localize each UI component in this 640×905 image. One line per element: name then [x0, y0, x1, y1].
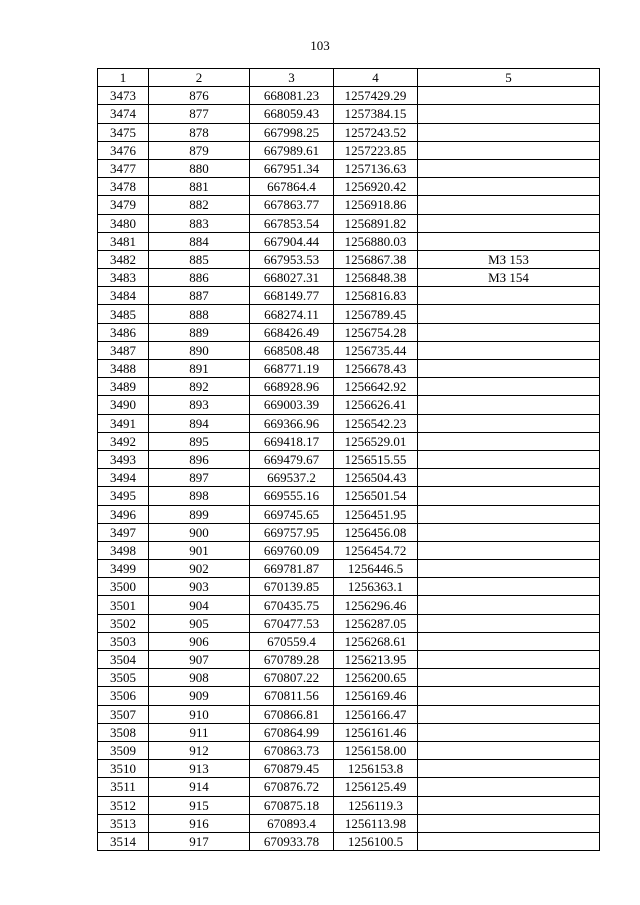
table-row — [98, 778, 600, 796]
table-row — [98, 469, 600, 487]
row-number-cell: 3510 — [98, 760, 149, 778]
table-row — [98, 414, 600, 432]
row-number-cell: 3502 — [98, 614, 149, 632]
table-row — [98, 87, 600, 105]
table-row — [98, 541, 600, 559]
table-row — [98, 341, 600, 359]
y-coordinate-cell: 1256816.83 — [334, 287, 418, 305]
x-coordinate-cell: 667853.54 — [250, 214, 334, 232]
y-coordinate-cell: 1256504.43 — [334, 469, 418, 487]
y-coordinate-cell: 1256161.46 — [334, 723, 418, 741]
row-number-cell: 3504 — [98, 651, 149, 669]
point-number-cell: 915 — [149, 796, 250, 814]
row-number-cell: 3492 — [98, 432, 149, 450]
note-cell — [418, 469, 600, 487]
x-coordinate-cell: 670893.4 — [250, 814, 334, 832]
y-coordinate-cell: 1256789.45 — [334, 305, 418, 323]
note-cell — [418, 341, 600, 359]
row-number-cell: 3508 — [98, 723, 149, 741]
note-cell — [418, 687, 600, 705]
point-number-cell: 877 — [149, 105, 250, 123]
y-coordinate-cell: 1256515.55 — [334, 450, 418, 468]
y-coordinate-cell: 1256891.82 — [334, 214, 418, 232]
table-row — [98, 651, 600, 669]
table-row — [98, 214, 600, 232]
table-row — [98, 796, 600, 814]
note-cell: МЗ 153 — [418, 250, 600, 268]
y-coordinate-cell: 1256735.44 — [334, 341, 418, 359]
x-coordinate-cell: 668081.23 — [250, 87, 334, 105]
x-coordinate-cell: 669479.67 — [250, 450, 334, 468]
point-number-cell: 916 — [149, 814, 250, 832]
y-coordinate-cell: 1256169.46 — [334, 687, 418, 705]
y-coordinate-cell: 1256363.1 — [334, 578, 418, 596]
point-number-cell: 907 — [149, 651, 250, 669]
table-row — [98, 105, 600, 123]
point-number-cell: 890 — [149, 341, 250, 359]
point-number-cell: 902 — [149, 560, 250, 578]
x-coordinate-cell: 668426.49 — [250, 323, 334, 341]
y-coordinate-cell: 1256754.28 — [334, 323, 418, 341]
note-cell — [418, 560, 600, 578]
table-row — [98, 287, 600, 305]
note-cell: МЗ 154 — [418, 269, 600, 287]
note-cell — [418, 632, 600, 650]
row-number-cell: 3476 — [98, 141, 149, 159]
y-coordinate-cell: 1256119.3 — [334, 796, 418, 814]
y-coordinate-cell: 1256125.49 — [334, 778, 418, 796]
point-number-cell: 914 — [149, 778, 250, 796]
y-coordinate-cell: 1256200.65 — [334, 669, 418, 687]
point-number-cell: 878 — [149, 123, 250, 141]
table-row — [98, 396, 600, 414]
y-coordinate-cell: 1256213.95 — [334, 651, 418, 669]
note-cell — [418, 596, 600, 614]
y-coordinate-cell: 1256642.92 — [334, 378, 418, 396]
y-coordinate-cell: 1256287.05 — [334, 614, 418, 632]
point-number-cell: 898 — [149, 487, 250, 505]
row-number-cell: 3511 — [98, 778, 149, 796]
point-number-cell: 889 — [149, 323, 250, 341]
note-cell — [418, 378, 600, 396]
row-number-cell: 3496 — [98, 505, 149, 523]
row-number-cell: 3482 — [98, 250, 149, 268]
point-number-cell: 883 — [149, 214, 250, 232]
note-cell — [418, 87, 600, 105]
row-number-cell: 3474 — [98, 105, 149, 123]
table-row — [98, 250, 600, 268]
row-number-cell: 3484 — [98, 287, 149, 305]
y-coordinate-cell: 1256451.95 — [334, 505, 418, 523]
column-header: 2 — [149, 69, 250, 87]
x-coordinate-cell: 669537.2 — [250, 469, 334, 487]
table-row — [98, 159, 600, 177]
point-number-cell: 896 — [149, 450, 250, 468]
note-cell — [418, 232, 600, 250]
row-number-cell: 3479 — [98, 196, 149, 214]
row-number-cell: 3495 — [98, 487, 149, 505]
x-coordinate-cell: 670863.73 — [250, 741, 334, 759]
note-cell — [418, 360, 600, 378]
note-cell — [418, 778, 600, 796]
x-coordinate-cell: 667904.44 — [250, 232, 334, 250]
note-cell — [418, 669, 600, 687]
row-number-cell: 3513 — [98, 814, 149, 832]
table-row — [98, 141, 600, 159]
point-number-cell: 892 — [149, 378, 250, 396]
table-row — [98, 760, 600, 778]
row-number-cell: 3509 — [98, 741, 149, 759]
note-cell — [418, 760, 600, 778]
row-number-cell: 3487 — [98, 341, 149, 359]
y-coordinate-cell: 1257136.63 — [334, 159, 418, 177]
note-cell — [418, 651, 600, 669]
row-number-cell: 3494 — [98, 469, 149, 487]
x-coordinate-cell: 667998.25 — [250, 123, 334, 141]
row-number-cell: 3481 — [98, 232, 149, 250]
table-row — [98, 741, 600, 759]
table-row — [98, 614, 600, 632]
row-number-cell: 3491 — [98, 414, 149, 432]
row-number-cell: 3475 — [98, 123, 149, 141]
note-cell — [418, 123, 600, 141]
note-cell — [418, 105, 600, 123]
table-row — [98, 360, 600, 378]
x-coordinate-cell: 670477.53 — [250, 614, 334, 632]
table-row — [98, 705, 600, 723]
y-coordinate-cell: 1256920.42 — [334, 178, 418, 196]
x-coordinate-cell: 670807.22 — [250, 669, 334, 687]
point-number-cell: 879 — [149, 141, 250, 159]
table-row — [98, 632, 600, 650]
table-row — [98, 723, 600, 741]
note-cell — [418, 705, 600, 723]
row-number-cell: 3490 — [98, 396, 149, 414]
x-coordinate-cell: 670879.45 — [250, 760, 334, 778]
point-number-cell: 881 — [149, 178, 250, 196]
x-coordinate-cell: 670789.28 — [250, 651, 334, 669]
note-cell — [418, 578, 600, 596]
y-coordinate-cell: 1256100.5 — [334, 832, 418, 850]
row-number-cell: 3501 — [98, 596, 149, 614]
point-number-cell: 876 — [149, 87, 250, 105]
point-number-cell: 906 — [149, 632, 250, 650]
x-coordinate-cell: 668928.96 — [250, 378, 334, 396]
note-cell — [418, 287, 600, 305]
point-number-cell: 891 — [149, 360, 250, 378]
note-cell — [418, 723, 600, 741]
x-coordinate-cell: 669760.09 — [250, 541, 334, 559]
row-number-cell: 3477 — [98, 159, 149, 177]
point-number-cell: 884 — [149, 232, 250, 250]
note-cell — [418, 414, 600, 432]
row-number-cell: 3486 — [98, 323, 149, 341]
table-row — [98, 814, 600, 832]
note-cell — [418, 305, 600, 323]
x-coordinate-cell: 669757.95 — [250, 523, 334, 541]
x-coordinate-cell: 667989.61 — [250, 141, 334, 159]
point-number-cell: 911 — [149, 723, 250, 741]
y-coordinate-cell: 1256446.5 — [334, 560, 418, 578]
note-cell — [418, 832, 600, 850]
row-number-cell: 3489 — [98, 378, 149, 396]
point-number-cell: 917 — [149, 832, 250, 850]
x-coordinate-cell: 669003.39 — [250, 396, 334, 414]
table-row — [98, 596, 600, 614]
table-row — [98, 832, 600, 850]
row-number-cell: 3506 — [98, 687, 149, 705]
note-cell — [418, 196, 600, 214]
row-number-cell: 3497 — [98, 523, 149, 541]
x-coordinate-cell: 670811.56 — [250, 687, 334, 705]
note-cell — [418, 396, 600, 414]
row-number-cell: 3503 — [98, 632, 149, 650]
table-body — [98, 87, 600, 851]
note-cell — [418, 323, 600, 341]
x-coordinate-cell: 668149.77 — [250, 287, 334, 305]
note-cell — [418, 159, 600, 177]
point-number-cell: 899 — [149, 505, 250, 523]
x-coordinate-cell: 669418.17 — [250, 432, 334, 450]
table-header-row — [98, 69, 600, 87]
x-coordinate-cell: 668027.31 — [250, 269, 334, 287]
note-cell — [418, 796, 600, 814]
table-row — [98, 450, 600, 468]
x-coordinate-cell: 670875.18 — [250, 796, 334, 814]
point-number-cell: 894 — [149, 414, 250, 432]
note-cell — [418, 814, 600, 832]
column-header: 3 — [250, 69, 334, 87]
y-coordinate-cell: 1257429.29 — [334, 87, 418, 105]
table-row — [98, 523, 600, 541]
note-cell — [418, 214, 600, 232]
point-number-cell: 885 — [149, 250, 250, 268]
point-number-cell: 893 — [149, 396, 250, 414]
table-row — [98, 269, 600, 287]
point-number-cell: 909 — [149, 687, 250, 705]
row-number-cell: 3488 — [98, 360, 149, 378]
note-cell — [418, 141, 600, 159]
table-row — [98, 687, 600, 705]
point-number-cell: 913 — [149, 760, 250, 778]
point-number-cell: 903 — [149, 578, 250, 596]
table-row — [98, 323, 600, 341]
point-number-cell: 882 — [149, 196, 250, 214]
y-coordinate-cell: 1257243.52 — [334, 123, 418, 141]
point-number-cell: 886 — [149, 269, 250, 287]
x-coordinate-cell: 669366.96 — [250, 414, 334, 432]
column-header: 5 — [418, 69, 600, 87]
point-number-cell: 897 — [149, 469, 250, 487]
point-number-cell: 888 — [149, 305, 250, 323]
page-number: 103 — [310, 38, 330, 53]
point-number-cell: 912 — [149, 741, 250, 759]
y-coordinate-cell: 1256918.86 — [334, 196, 418, 214]
point-number-cell: 901 — [149, 541, 250, 559]
column-header: 1 — [98, 69, 149, 87]
table-row — [98, 305, 600, 323]
point-number-cell: 904 — [149, 596, 250, 614]
y-coordinate-cell: 1256867.38 — [334, 250, 418, 268]
table-row — [98, 487, 600, 505]
x-coordinate-cell: 670933.78 — [250, 832, 334, 850]
y-coordinate-cell: 1256153.8 — [334, 760, 418, 778]
note-cell — [418, 178, 600, 196]
row-number-cell: 3500 — [98, 578, 149, 596]
point-number-cell: 908 — [149, 669, 250, 687]
point-number-cell: 910 — [149, 705, 250, 723]
row-number-cell: 3505 — [98, 669, 149, 687]
x-coordinate-cell: 669781.87 — [250, 560, 334, 578]
y-coordinate-cell: 1256626.41 — [334, 396, 418, 414]
row-number-cell: 3499 — [98, 560, 149, 578]
note-cell — [418, 741, 600, 759]
y-coordinate-cell: 1256454.72 — [334, 541, 418, 559]
y-coordinate-cell: 1257384.15 — [334, 105, 418, 123]
table-row — [98, 378, 600, 396]
x-coordinate-cell: 670866.81 — [250, 705, 334, 723]
row-number-cell: 3480 — [98, 214, 149, 232]
table-row — [98, 505, 600, 523]
table-row — [98, 560, 600, 578]
point-number-cell: 900 — [149, 523, 250, 541]
table-row — [98, 232, 600, 250]
note-cell — [418, 487, 600, 505]
x-coordinate-cell: 670435.75 — [250, 596, 334, 614]
row-number-cell: 3507 — [98, 705, 149, 723]
x-coordinate-cell: 668274.11 — [250, 305, 334, 323]
point-number-cell: 895 — [149, 432, 250, 450]
table-row — [98, 578, 600, 596]
x-coordinate-cell: 670864.99 — [250, 723, 334, 741]
row-number-cell: 3493 — [98, 450, 149, 468]
note-cell — [418, 505, 600, 523]
table-row — [98, 432, 600, 450]
y-coordinate-cell: 1256158.00 — [334, 741, 418, 759]
y-coordinate-cell: 1257223.85 — [334, 141, 418, 159]
y-coordinate-cell: 1256678.43 — [334, 360, 418, 378]
row-number-cell: 3512 — [98, 796, 149, 814]
y-coordinate-cell: 1256848.38 — [334, 269, 418, 287]
table-row — [98, 178, 600, 196]
note-cell — [418, 450, 600, 468]
y-coordinate-cell: 1256268.61 — [334, 632, 418, 650]
y-coordinate-cell: 1256542.23 — [334, 414, 418, 432]
coordinates-table — [97, 68, 600, 851]
y-coordinate-cell: 1256880.03 — [334, 232, 418, 250]
x-coordinate-cell: 668059.43 — [250, 105, 334, 123]
x-coordinate-cell: 669745.65 — [250, 505, 334, 523]
row-number-cell: 3498 — [98, 541, 149, 559]
x-coordinate-cell: 670139.85 — [250, 578, 334, 596]
x-coordinate-cell: 667951.34 — [250, 159, 334, 177]
x-coordinate-cell: 667953.53 — [250, 250, 334, 268]
x-coordinate-cell: 667863.77 — [250, 196, 334, 214]
y-coordinate-cell: 1256113.98 — [334, 814, 418, 832]
row-number-cell: 3473 — [98, 87, 149, 105]
y-coordinate-cell: 1256501.54 — [334, 487, 418, 505]
x-coordinate-cell: 670559.4 — [250, 632, 334, 650]
table-row — [98, 123, 600, 141]
point-number-cell: 905 — [149, 614, 250, 632]
row-number-cell: 3478 — [98, 178, 149, 196]
y-coordinate-cell: 1256529.01 — [334, 432, 418, 450]
x-coordinate-cell: 668508.48 — [250, 341, 334, 359]
x-coordinate-cell: 667864.4 — [250, 178, 334, 196]
note-cell — [418, 432, 600, 450]
table-row — [98, 196, 600, 214]
column-header: 4 — [334, 69, 418, 87]
table-row — [98, 669, 600, 687]
row-number-cell: 3485 — [98, 305, 149, 323]
note-cell — [418, 541, 600, 559]
note-cell — [418, 523, 600, 541]
x-coordinate-cell: 669555.16 — [250, 487, 334, 505]
x-coordinate-cell: 670876.72 — [250, 778, 334, 796]
point-number-cell: 880 — [149, 159, 250, 177]
y-coordinate-cell: 1256166.47 — [334, 705, 418, 723]
x-coordinate-cell: 668771.19 — [250, 360, 334, 378]
y-coordinate-cell: 1256296.46 — [334, 596, 418, 614]
point-number-cell: 887 — [149, 287, 250, 305]
row-number-cell: 3514 — [98, 832, 149, 850]
row-number-cell: 3483 — [98, 269, 149, 287]
y-coordinate-cell: 1256456.08 — [334, 523, 418, 541]
note-cell — [418, 614, 600, 632]
